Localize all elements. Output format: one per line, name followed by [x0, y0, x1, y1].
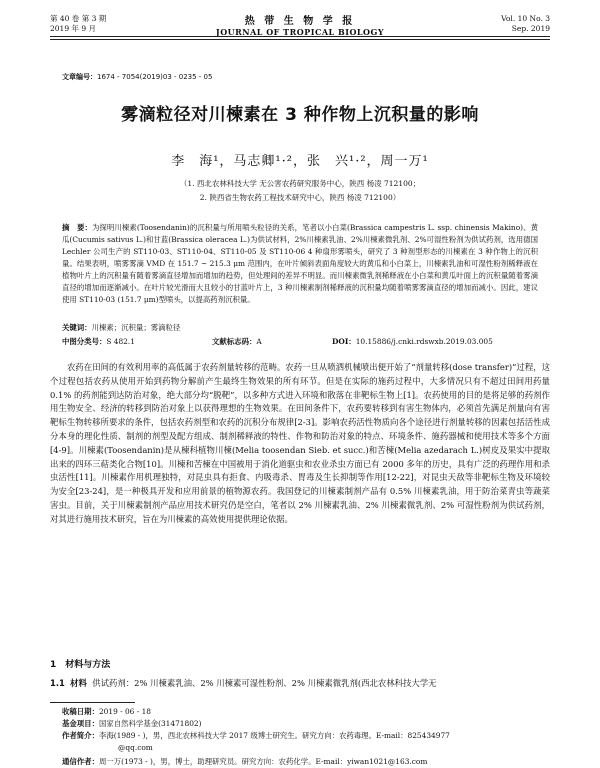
journal-name-en: JOURNAL OF TROPICAL BIOLOGY — [215, 27, 385, 37]
abstract-text: 为探明川楝素(Toosendanin)的沉积量与所用喷头粒径的关系，笔者以小白菜(Brassica campestris L. ssp. chinensis Makino)、黄瓜(Cucumis sativus L.)和甘蓝(Brassica oleracea L.)为供试材料，2%川楝素乳油、2%川楝素微乳剂、2%可湿性粉剂为供试药剂，选用德国 Lechler 公司生产的 ST110-03、ST110-04、ST110-05 及 ST110-06 4 种扇形雾喷头，研究了 3 种剂型形态的川楝素在 3 种作物上的沉积量。结果表明，喷雾雾滴 VMD 在 151.7 ~ 215.3 μm 范围内，在叶片倾斜表面角度较大的黄瓜和小白菜上，川楝素乳油和可湿性粉剂稀释液在植物叶片上的沉积量有随着雾滴直径增加而增加的趋势，但处理间的差异不明显。而川楝素微乳剂稀释液在小白菜和黄瓜叶面上的沉积量随着雾滴直径的增加而逐渐减小。在叶片较光滑而大且较小的甘蓝叶片上，3 种川楝素制剂稀释液的沉积量均随着喷雾雾滴直径的增加而减小。因此，建议使用 ST110-03 (151.7 μm)型喷头，以提高药剂沉积量。 — [62, 223, 538, 304]
classification-meta — [62, 336, 538, 348]
doi-label: DOI： — [332, 337, 356, 346]
header-volume-en — [501, 14, 550, 34]
footnote-author-email-cont: @qq.com — [118, 743, 153, 752]
article-number-label: 文章编号： — [62, 73, 97, 81]
doc-code-label: 文献标志码： — [212, 337, 257, 346]
subsection-text: 供试药剂：2% 川楝素乳油、2% 川楝素可湿性粉剂、2% 川楝素微乳剂(西北农林科技大学无 — [92, 678, 437, 688]
intro-paragraph: 农药在田间的有效利用率的高低属于农药剂量转移的范畴。农药一旦从喷洒机械喷出便开始了“剂量转移(dose transfer)”过程，这个过程包括农药从使用开始到药物分解前产生最终生物效果的所有环节。但是在实际的施药过程中，大多情况只有不超过田间用药量 0.1% 的药剂能到达防治对象，绝大部分均“脱靶”，以多种方式进入环境和散落在非靶标生物上[1]。农药使用的目的是将足够的药剂作用生物安全、经济的转移到防治对象上以获得理想的生物效果。在田间条件下，农药要转移到有害生物体内，必须首先满足剂量向有害靶标生物转移所要求的条件，包括农药剂型和农药的沉积分布规律[2-3]。影响农药活性物质向各个途径进行剂量转移的因素包括活性成分本身的理化性质、制剂的剂型及配方组成、制剂稀释液的特性、作物和防治对象的特点、环境条件、施药器械和使用技术等多个方面[4-9]。川楝素(Toosendanin)是从楝科植物川楝(Melia toosendan Sieb. et succ.)和苦楝(Melia azedarach L.)树皮及果实中提取出来的四环三萜类化合物[10]。川楝和苦楝在中国被用于消化道驱虫和农业杀虫方面已有 2000 多年的历史，具有广泛的药理作用和杀虫活性[11]。川楝素作用机理独特，对昆虫具有拒食、内吸毒杀、胃毒及生长抑制等作用[12-22]，对昆虫天敌等非靶标生物及环境较为安全[23-24]，是一种极具开发和应用前景的植物源农药。我国登记的川楝素制剂产品有 0.5% 川楝素乳油，用于防治菜青虫等蔬菜害虫。目前，关于川楝素制剂产品应用技术研究仍是空白，笔者以 2% 川楝素乳油、2% 川楝素微乳剂、2% 可湿性粉剂为供试药剂，对其进行施用技术研究，旨在为川楝素的高效使用提供理论依据。 — [50, 362, 550, 524]
header-date-en-line: Sep. 2019 — [511, 24, 550, 33]
author-bio-value: 李海(1989 - )，男，西北农林科技大学 2017 级博士研究生。研究方向：农药毒理。E-mail：825434977 — [98, 731, 450, 740]
clc-value: S 482.1 — [106, 337, 135, 346]
header-volume-en-line: Vol. 10 No. 3 — [501, 14, 550, 23]
header-rule-thin — [50, 39, 550, 40]
header-date-line: 2019 年 9 月 — [50, 24, 97, 33]
keywords-label: 关键词： — [62, 323, 92, 332]
section-heading: 1 材料与方法 — [50, 660, 111, 670]
corresponding-label: 通信作者： — [62, 757, 99, 766]
author-list: 李 海¹，马志卿¹·²，张 兴¹·²，周一万¹ — [171, 154, 429, 169]
doi-value: 10.15886/j.cnki.rdswxb.2019.03.005 — [355, 337, 493, 346]
footnote-received — [62, 706, 542, 718]
author-bio-label: 作者简介： — [62, 731, 99, 740]
keywords — [62, 322, 538, 334]
affiliation-2: 2. 陕西省生物农药工程技术研究中心，陕西 杨凌 712100） — [199, 193, 401, 202]
paper-title: 雾滴粒径对川楝素在 3 种作物上沉积量的影响 — [121, 105, 479, 125]
affiliation-1: （1. 西北农林科技大学 无公害农药研究服务中心，陕西 杨凌 712100； — [179, 179, 421, 188]
fund-value: 国家自然科学基金(31471802) — [98, 719, 202, 728]
footnote-fund — [62, 718, 542, 730]
header-rule-thick — [50, 36, 550, 37]
received-value: 2019 - 06 - 18 — [98, 707, 151, 716]
footnote-corresponding — [62, 756, 542, 768]
subsection-label: 材料 — [70, 678, 87, 688]
doc-code-value: A — [256, 337, 262, 346]
received-label: 收稿日期： — [62, 707, 99, 716]
footnote-author — [62, 730, 542, 742]
abstract-label: 摘 要： — [62, 223, 92, 232]
keywords-text: 川楝素；沉积量；雾滴粒径 — [91, 323, 181, 332]
article-number-value: 1674 - 7054(2019)03 - 0235 - 05 — [97, 73, 213, 81]
footnote-rule — [50, 702, 135, 703]
header-volume-line: 第 40 卷 第 3 期 — [50, 14, 107, 23]
article-number — [62, 72, 212, 82]
clc-label: 中图分类号： — [62, 337, 107, 346]
subsection-materials — [50, 677, 550, 689]
journal-name-cn: 热 带 生 物 学 报 — [244, 16, 356, 27]
fund-label: 基金项目： — [62, 719, 99, 728]
abstract — [62, 222, 538, 306]
corresponding-value: 周一万(1973 - )，男，博士，助理研究员。研究方向：农药化学。E-mail：yiwan1021@163.com — [98, 757, 428, 766]
subsection-number: 1.1 — [50, 678, 65, 688]
